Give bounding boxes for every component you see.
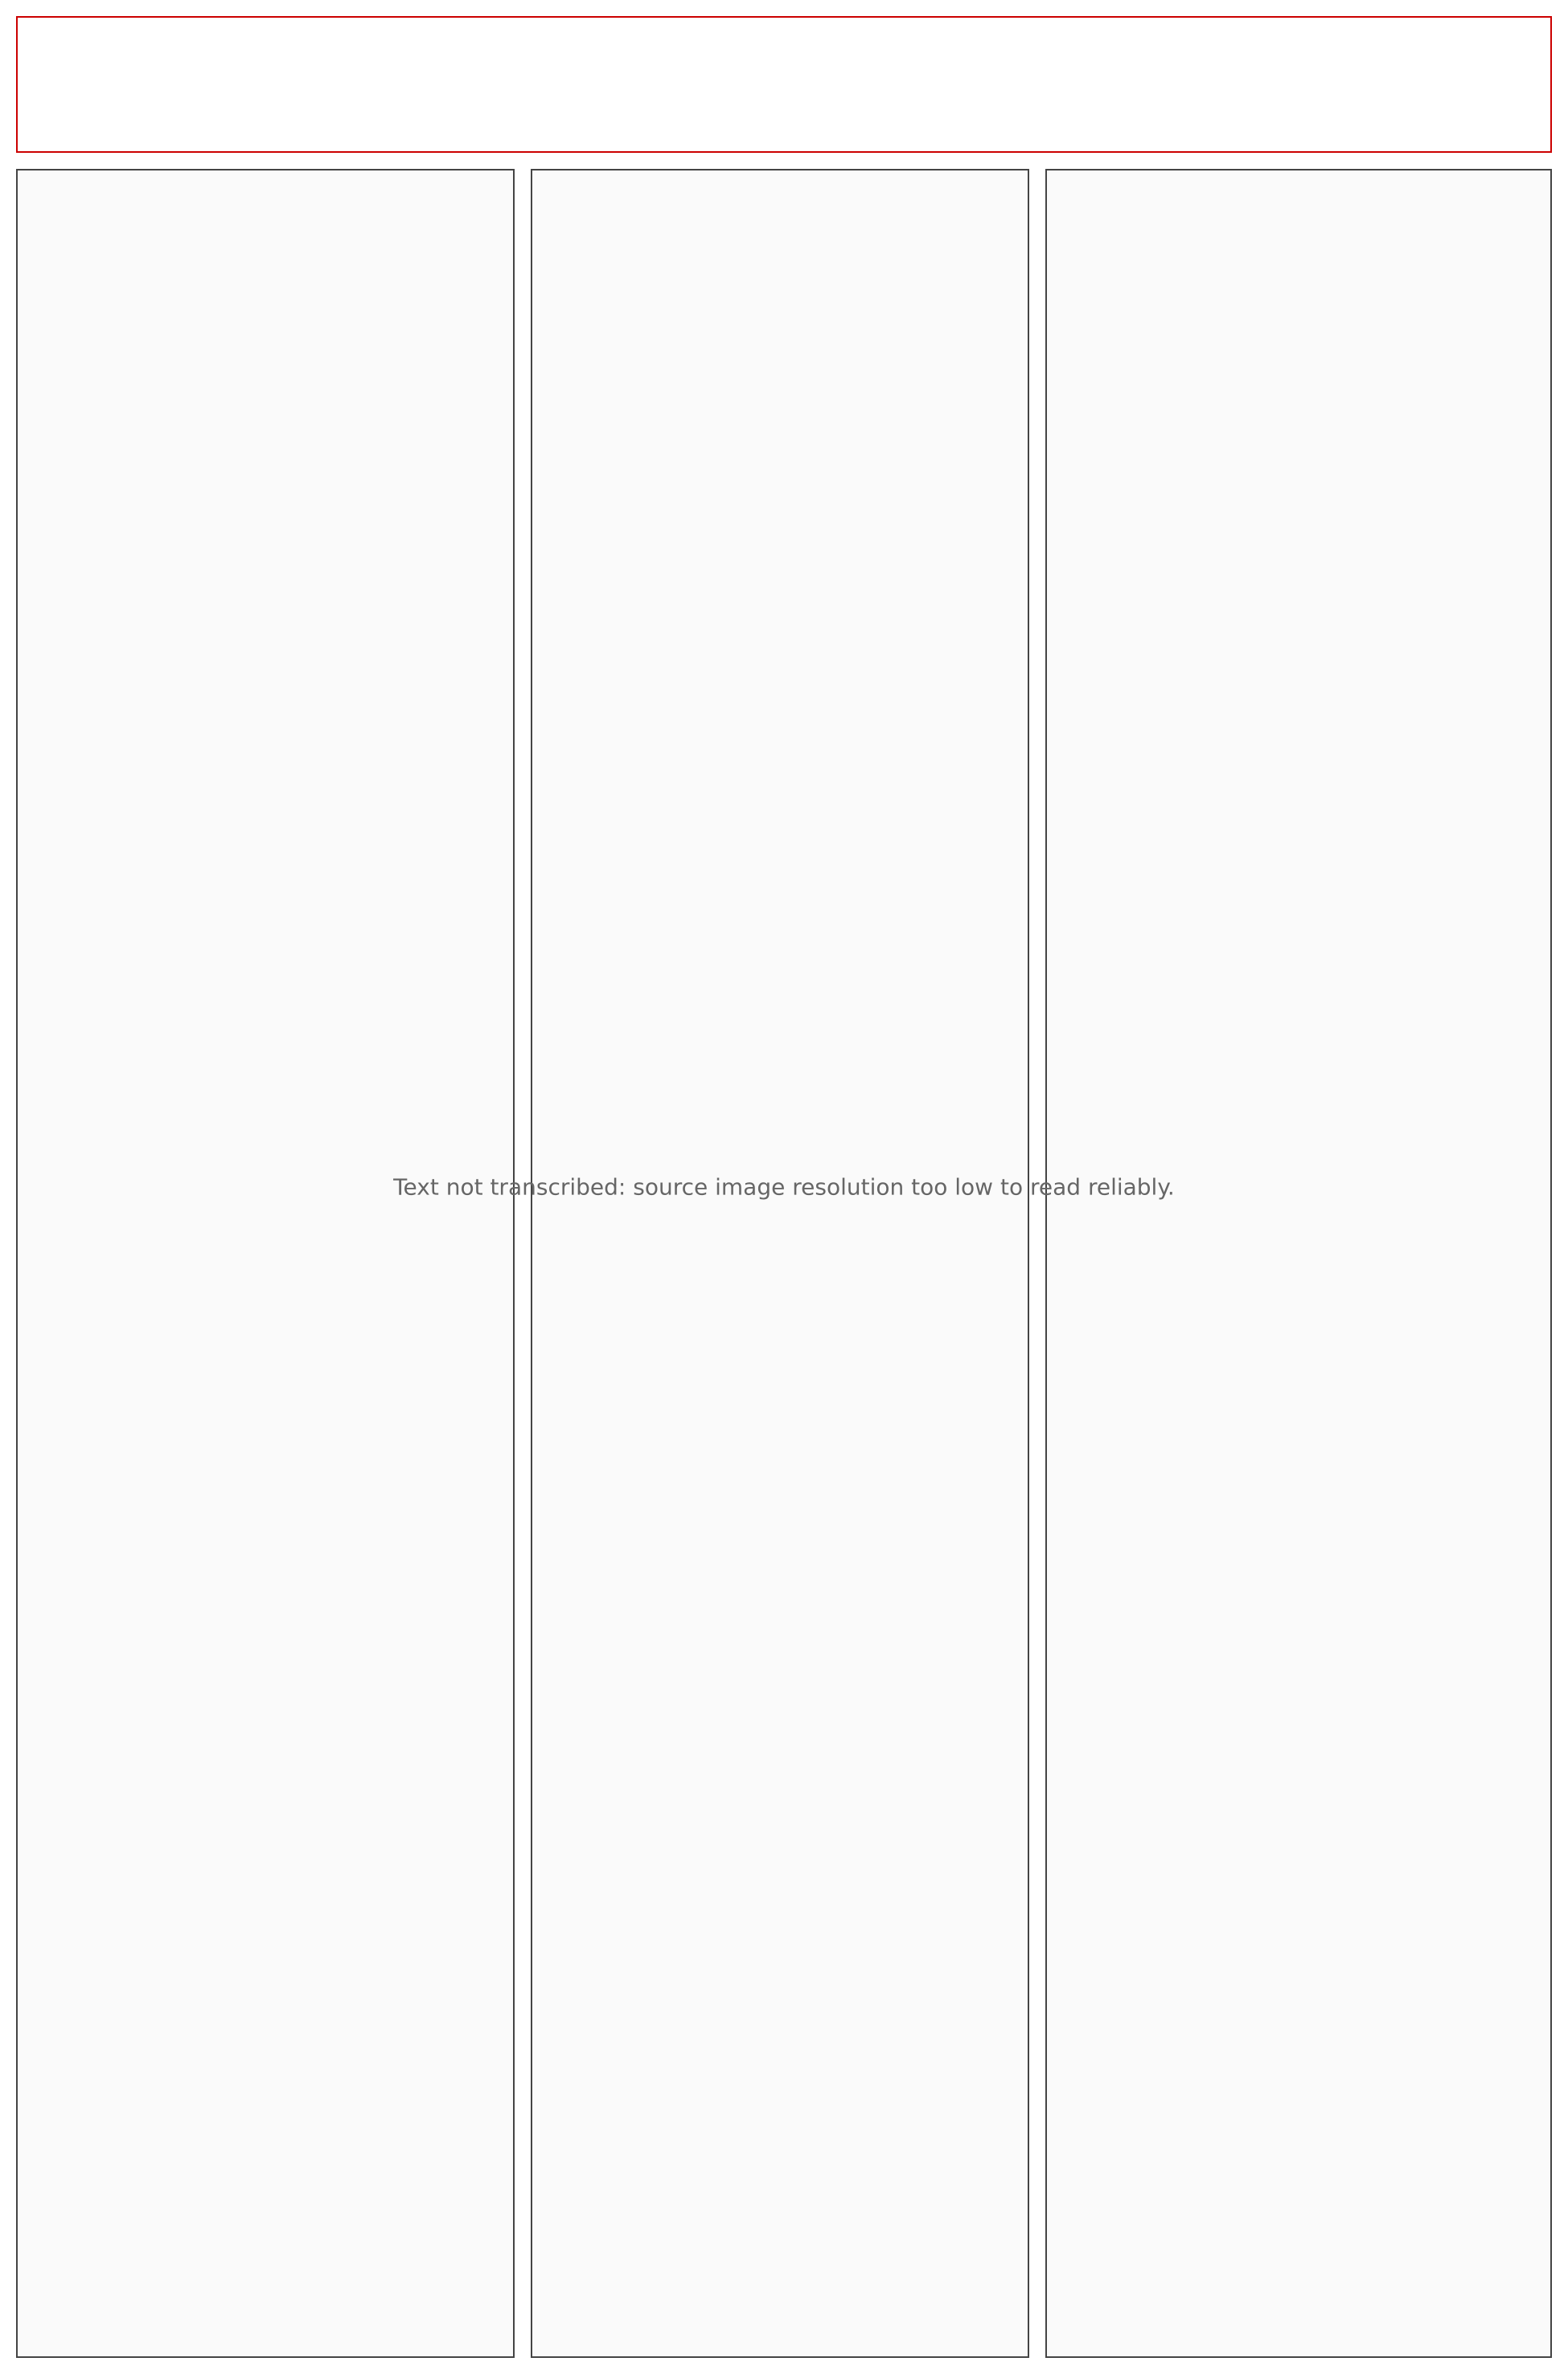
transcription-notice: Text not transcribed: source image resolution too low to read reliably.: [393, 1173, 1175, 1201]
right-column: [1045, 169, 1552, 2358]
left-column: [16, 169, 515, 2358]
masthead: [16, 16, 1552, 153]
middle-column: [531, 169, 1029, 2358]
